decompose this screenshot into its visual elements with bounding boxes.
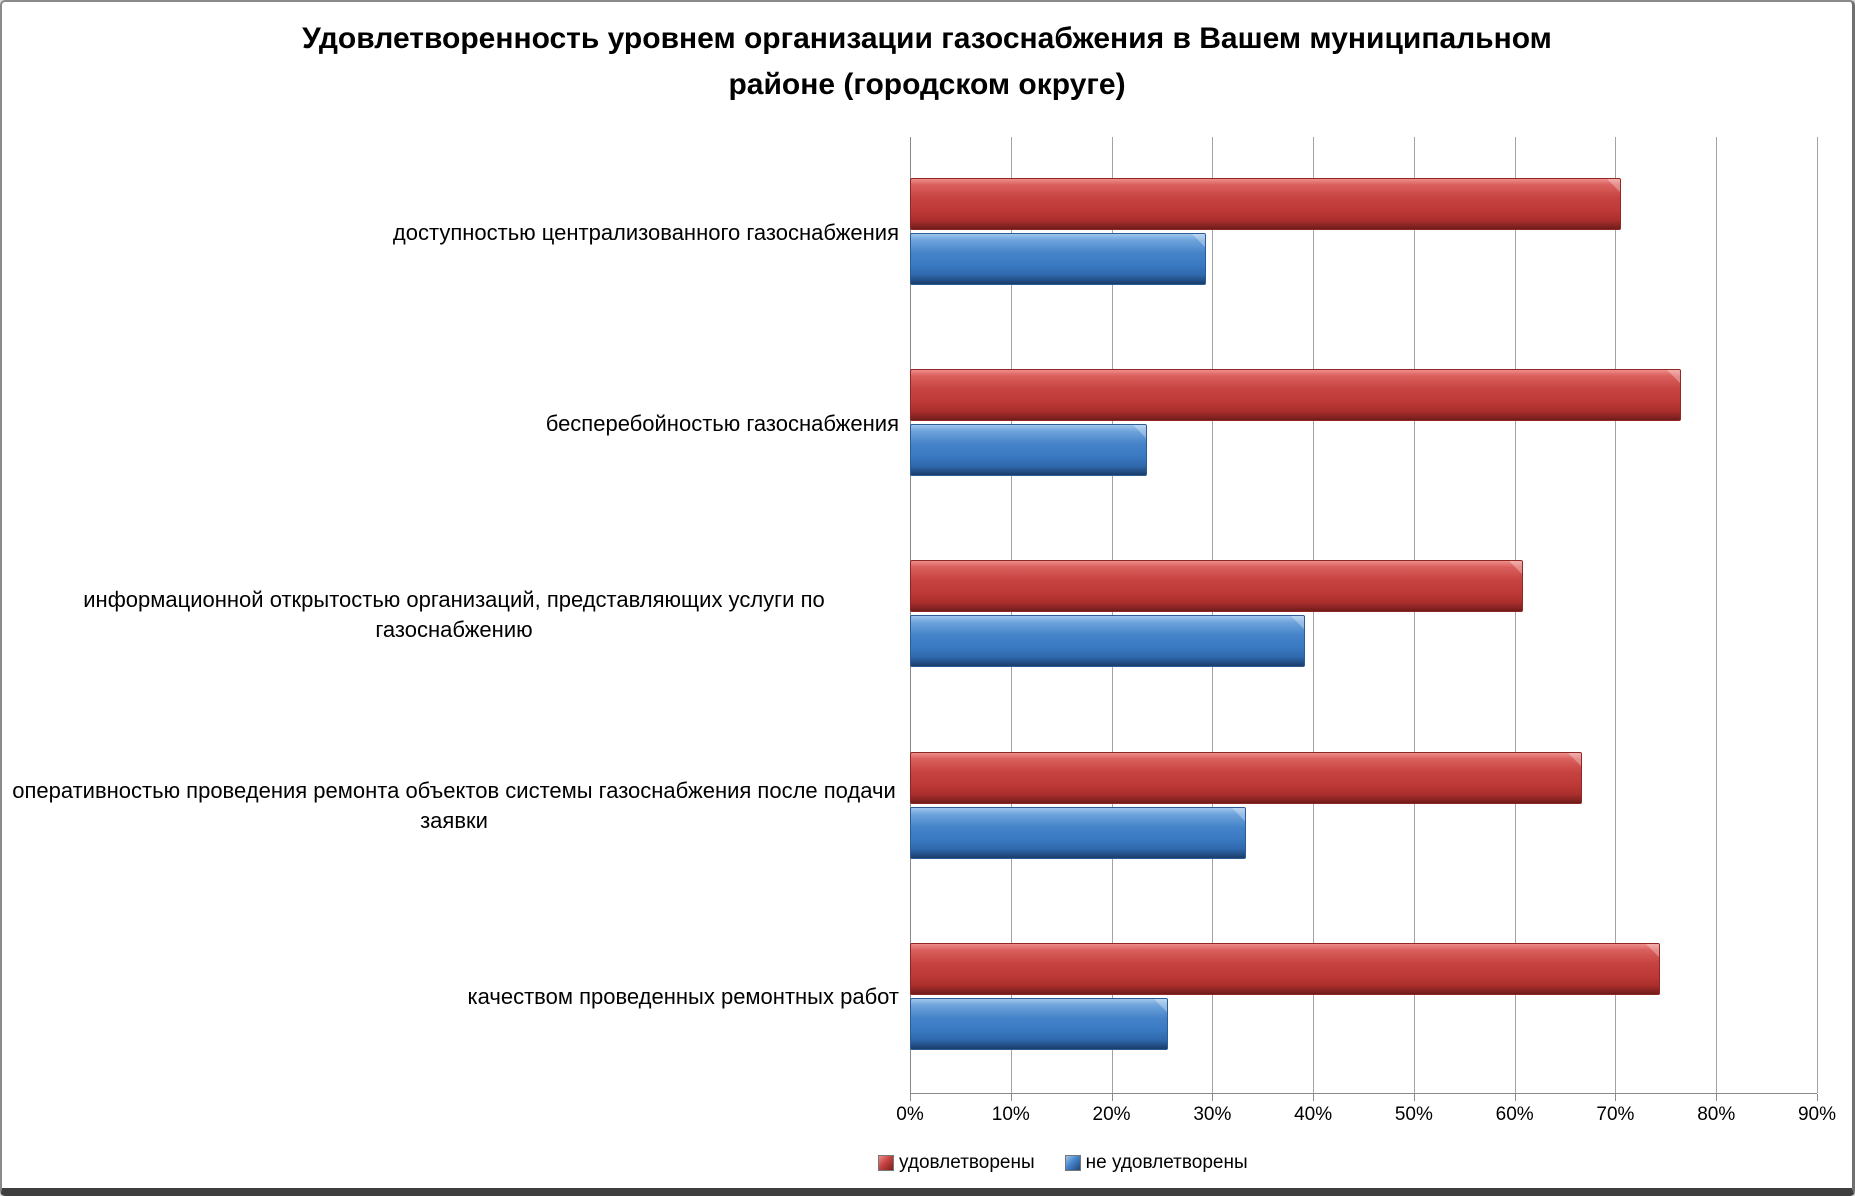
- bar-not-satisfied: [910, 998, 1168, 1050]
- x-tick-label-40%: 40%: [1294, 1104, 1333, 1125]
- bar-not-satisfied: [910, 424, 1147, 476]
- tick-10%: [1011, 1094, 1012, 1101]
- not-satisfied-swatch-icon: [1065, 1155, 1081, 1171]
- bar-satisfied: [910, 369, 1681, 421]
- category-row: [910, 902, 1817, 1093]
- gridline-90%: [1817, 137, 1818, 1093]
- tick-80%: [1716, 1094, 1717, 1101]
- tick-60%: [1515, 1094, 1516, 1101]
- x-tick-label-20%: 20%: [1092, 1104, 1131, 1125]
- bar-group: [910, 752, 1817, 859]
- legend-item-not-satisfied: [1065, 1152, 1248, 1174]
- category-row: [910, 328, 1817, 519]
- bar-satisfied: [910, 178, 1621, 230]
- tick-0%: [910, 1094, 911, 1101]
- bar-not-satisfied: [910, 807, 1246, 859]
- tick-20%: [1112, 1094, 1113, 1101]
- category-row: [910, 711, 1817, 902]
- x-tick-label-80%: 80%: [1697, 1104, 1736, 1125]
- plot-area: [910, 137, 1817, 1093]
- x-tick-label-70%: 70%: [1596, 1104, 1635, 1125]
- x-axis-line: [910, 1093, 1817, 1094]
- bar-group: [910, 369, 1817, 476]
- category-label-text: информационной открытостью организаций, представляющих услуги по газоснабжению: [83, 587, 825, 642]
- category-label-text: бесперебойностью газоснабжения: [545, 410, 899, 436]
- legend-label-not-satisfied: не удовлетворены: [1085, 1152, 1248, 1173]
- tick-50%: [1414, 1094, 1415, 1101]
- category-row: [910, 519, 1817, 710]
- bar-satisfied: [910, 752, 1582, 804]
- legend: [878, 1152, 1248, 1174]
- bar-not-satisfied: [910, 615, 1305, 667]
- x-tick-label-10%: 10%: [991, 1104, 1030, 1125]
- bar-not-satisfied: [910, 233, 1206, 285]
- x-tick-label-0%: 0%: [896, 1104, 924, 1125]
- chart-title-line2: районе (городском округе): [728, 68, 1126, 101]
- x-tick-label-30%: 30%: [1193, 1104, 1232, 1125]
- legend-item-satisfied: [878, 1152, 1035, 1174]
- tick-70%: [1615, 1094, 1616, 1101]
- category-axis: [2, 2, 899, 1196]
- bar-satisfied: [910, 560, 1523, 612]
- chart-title-line1: Удовлетворенность уровнем организации газоснабжения в Вашем муниципальном: [302, 22, 1552, 55]
- bar-group: [910, 943, 1817, 1050]
- satisfied-swatch-icon: [878, 1155, 894, 1171]
- category-label-text: доступностью централизованного газоснабжения: [392, 219, 899, 245]
- category-label: [2, 585, 899, 645]
- category-label: [2, 982, 899, 1012]
- legend-label-satisfied: удовлетворены: [899, 1152, 1035, 1173]
- bar-group: [910, 560, 1817, 667]
- x-axis-labels: [896, 1104, 1837, 1130]
- tick-40%: [1313, 1094, 1314, 1101]
- category-label: [2, 409, 899, 439]
- bar-satisfied: [910, 943, 1660, 995]
- category-label: [2, 218, 899, 248]
- x-tick-label-90%: 90%: [1797, 1104, 1837, 1125]
- tick-90%: [1817, 1094, 1818, 1101]
- x-tick-label-60%: 60%: [1495, 1104, 1534, 1125]
- bar-group: [910, 178, 1817, 285]
- category-label-text: оперативностью проведения ремонта объектов системы газоснабжения после подачи заявки: [12, 778, 896, 834]
- category-label: [2, 776, 899, 836]
- x-tick-label-50%: 50%: [1394, 1104, 1433, 1125]
- category-label-text: качеством проведенных ремонтных работ: [467, 984, 899, 1010]
- category-row: [910, 137, 1817, 328]
- tick-30%: [1212, 1094, 1213, 1101]
